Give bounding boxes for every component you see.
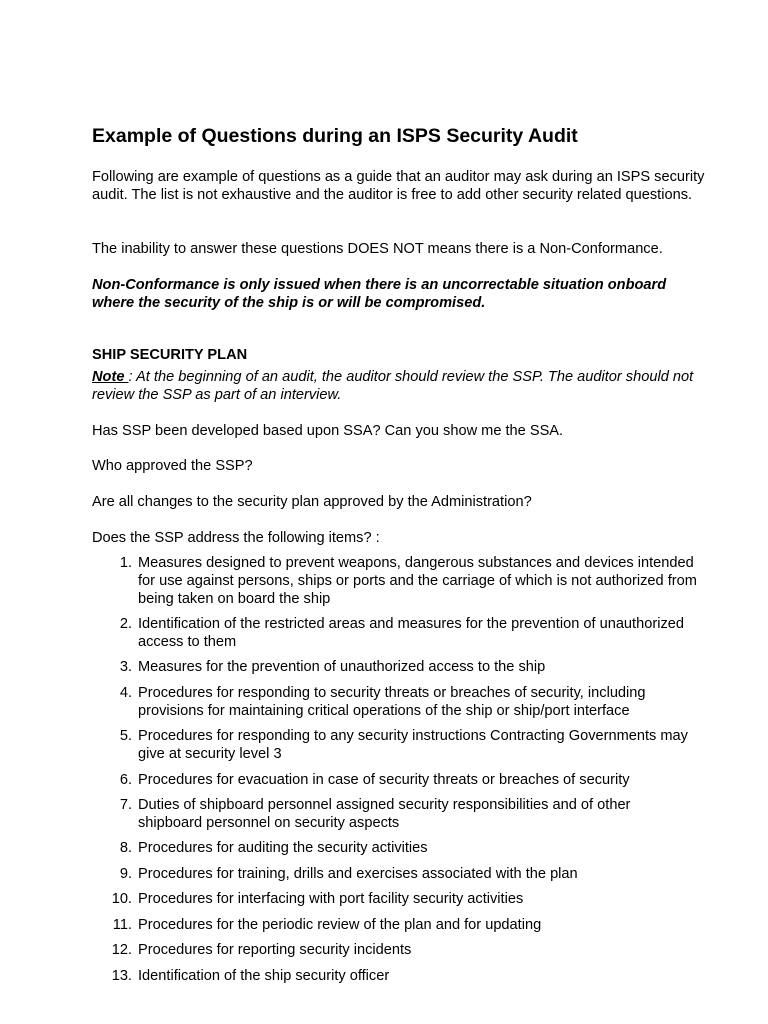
list-item-number: 12. [111, 942, 132, 958]
list-item-text: Procedures for responding to security threats or breaches of security, including provisions for maintaining critical operations of the ship or ship/port interface [138, 685, 646, 719]
inability-paragraph: The inability to answer these questions DOES NOT means there is a Non-Conformance. [92, 241, 663, 257]
list-item-number: 1. [119, 555, 132, 571]
list-item-number: 3. [119, 659, 132, 675]
intro-paragraph: Following are example of questions as a guide that an auditor may ask during an ISPS security audit. The list is not exhaustive and the auditor is free to add other security related questions. [92, 169, 705, 203]
list-item-text: Procedures for evacuation in case of security threats or breaches of security [138, 772, 630, 788]
list-item-number: 9. [119, 866, 132, 882]
note-paragraph [92, 368, 712, 404]
list-item-number: 10. [111, 891, 132, 907]
list-item-text: Measures for the prevention of unauthorized access to the ship [138, 659, 546, 675]
note-text: : At the beginning of an audit, the auditor should review the SSP. The auditor should not review the SSP as part of an interview. [92, 369, 694, 403]
list-item-number: 11. [112, 917, 132, 933]
list-item-text: Measures designed to prevent weapons, dangerous substances and devices intended for use against persons, ships or ports and the carriage of which is not authorized from being taken on board the ship [138, 555, 697, 607]
list-item-text: Procedures for training, drills and exercises associated with the plan [138, 866, 578, 882]
question-ssp-address: Does the SSP address the following items? : [92, 530, 380, 546]
list-item-text: Duties of shipboard personnel assigned security responsibilities and of other shipboard personnel on security aspects [138, 797, 631, 831]
list-item-number: 13. [111, 968, 132, 984]
list-item-text: Procedures for reporting security incidents [138, 942, 412, 958]
list-item-text: Procedures for responding to any security instructions Contracting Governments may give at security level 3 [138, 728, 688, 762]
list-item-text: Identification of the restricted areas and measures for the prevention of unauthorized access to them [138, 616, 684, 650]
list-item-number: 2. [119, 616, 132, 632]
list-item-text: Identification of the ship security officer [138, 968, 390, 984]
question-ssa: Has SSP been developed based upon SSA? Can you show me the SSA. [92, 423, 564, 439]
list-item-text: Procedures for interfacing with port facility security activities [138, 891, 524, 907]
list-item-text: Procedures for the periodic review of the plan and for updating [138, 917, 542, 933]
section-heading-ship-security-plan: SHIP SECURITY PLAN [92, 347, 248, 363]
list-item-number: 4. [119, 685, 132, 701]
list-item-text: Procedures for auditing the security activities [138, 840, 428, 856]
question-who-approved: Who approved the SSP? [92, 458, 253, 474]
list-item-number: 7. [119, 797, 132, 813]
list-item-number: 8. [119, 840, 132, 856]
note-label: Note [92, 369, 129, 385]
document-title: Example of Questions during an ISPS Security Audit [92, 125, 578, 147]
list-item-number: 6. [119, 772, 132, 788]
nonconformance-paragraph: Non-Conformance is only issued when there is an uncorrectable situation onboard where the security of the ship is or will be compromised. [92, 277, 667, 311]
question-changes-approved: Are all changes to the security plan approved by the Administration? [92, 494, 532, 510]
list-item-number: 5. [119, 728, 132, 744]
